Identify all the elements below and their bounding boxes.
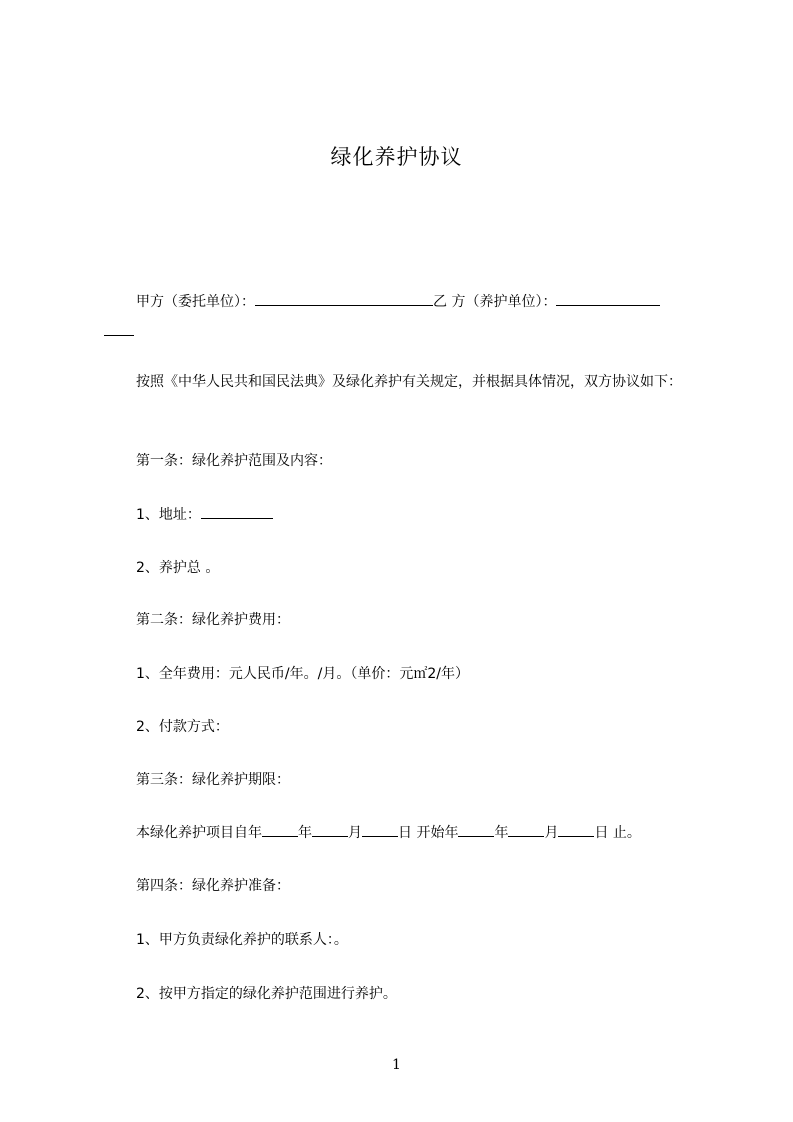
address-blank (201, 503, 273, 519)
period-day1: 日 开始年 (398, 825, 459, 841)
article1-heading: 第一条：绿化养护范围及内容： (136, 453, 332, 469)
period-month2: 月 (544, 825, 559, 841)
article4-heading: 第四条：绿化养护准备： (136, 878, 290, 894)
end-day-blank (558, 821, 594, 837)
party-line-continuation (104, 317, 702, 347)
period-line (104, 818, 734, 848)
end-year-blank (458, 821, 494, 837)
article4-item1: 1、甲方负责绿化养护的联系人：。 (136, 932, 348, 948)
party-b-blank (556, 290, 660, 306)
address-label: 1、地址： (136, 507, 201, 523)
article2-item2: 2、付款方式： (136, 719, 229, 735)
party-b-label: 乙 方（养护单位）： (433, 294, 557, 310)
article2-item1: 1、全年费用：元人民币/年。/月。（单价：元㎡2/年） (136, 666, 469, 682)
intro-paragraph: 按照《中华人民共和国民法典》及绿化养护有关规定，并根据具体情况，双方协议如下： (136, 374, 682, 390)
party-b-blank-continued (104, 320, 134, 336)
article3-heading: 第三条：绿化养护期限： (136, 772, 290, 788)
period-year2: 年 (494, 825, 509, 841)
end-month-blank (508, 821, 544, 837)
start-year-blank (262, 821, 298, 837)
period-day2: 日 止。 (594, 825, 641, 841)
period-year1: 年 (298, 825, 312, 841)
start-month-blank (312, 821, 348, 837)
period-month1: 月 (348, 825, 362, 841)
party-a-blank (255, 290, 433, 306)
page-number: 1 (392, 1057, 401, 1073)
party-line (104, 287, 734, 317)
period-prefix: 本绿化养护项目自年 (136, 825, 262, 841)
party-a-label: 甲方（委托单位）： (136, 294, 255, 310)
document-title: 绿化养护协议 (330, 145, 463, 169)
article1-item2: 2、养护总 。 (136, 560, 220, 576)
article1-item1 (104, 500, 734, 530)
article4-item2: 2、按甲方指定的绿化养护范围进行养护。 (136, 986, 397, 1002)
start-day-blank (362, 821, 398, 837)
article2-heading: 第二条：绿化养护费用： (136, 612, 290, 628)
